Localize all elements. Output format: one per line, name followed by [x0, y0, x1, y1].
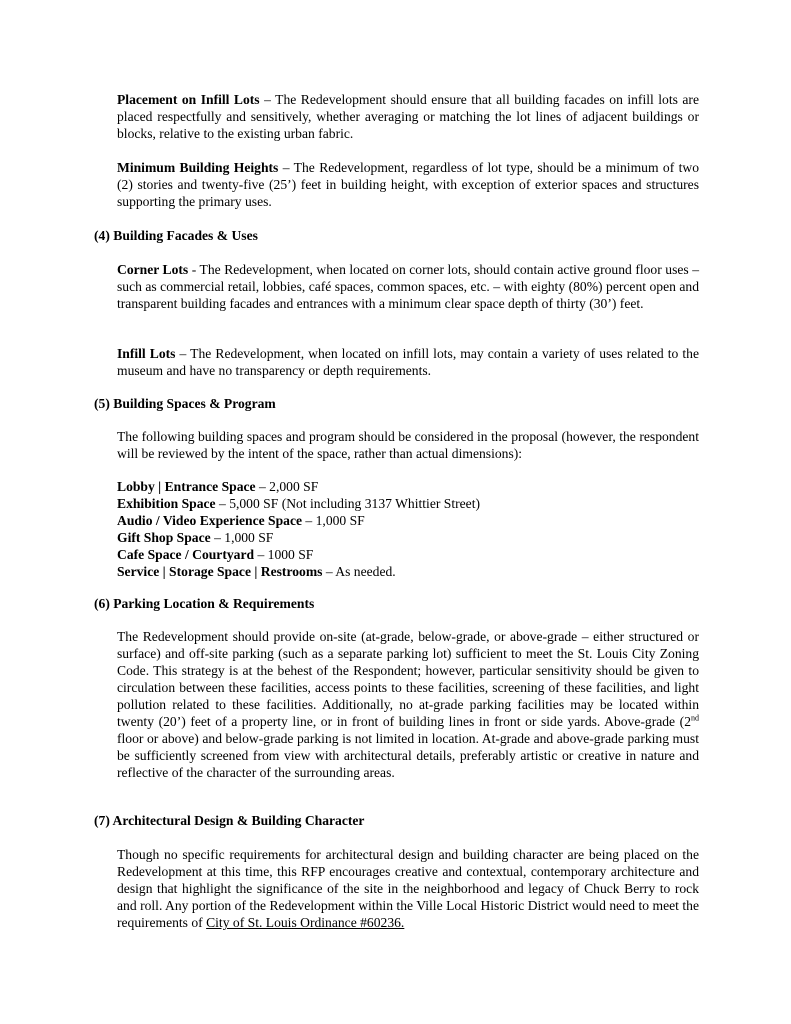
corner-lots-text: - The Redevelopment, when located on corner lots, should contain active ground floor uses – such as commercial retail, lobbies, café spaces, common spaces, etc. – with eighty (80%) percent open and transparent building facades and entrances with a minimum clear space depth of thirty (30’) feet. [117, 262, 699, 311]
program-item-term: Exhibition Space [117, 496, 216, 511]
min-heights-text: – The Redevelopment, regardless of lot type, should be a minimum of two (2) stories and twenty-five (25’) feet in building height, with exception of exterior spaces and structures supporting the primary uses. [117, 160, 700, 209]
section-4-heading: (4) Building Facades & Uses [94, 228, 258, 243]
program-item-term: Lobby | Entrance Space [117, 479, 256, 494]
architecture-paragraph [117, 846, 699, 931]
program-item-term: Cafe Space / Courtyard [117, 547, 255, 562]
ordinance-link[interactable]: City of St. Louis Ordinance #60236. [206, 915, 405, 930]
program-item-value: – 2,000 SF [255, 479, 319, 494]
corner-lots-term: Corner Lots [117, 262, 189, 277]
list-item [117, 478, 699, 495]
corner-lots-paragraph [117, 261, 699, 312]
list-item [117, 546, 699, 563]
parking-superscript: nd [691, 713, 699, 723]
list-item [117, 529, 699, 546]
program-item-value: – 1000 SF [254, 547, 314, 562]
section-7-heading: (7) Architectural Design & Building Character [94, 813, 365, 828]
min-heights-paragraph [117, 159, 699, 210]
program-item-value: – As needed. [322, 564, 396, 579]
section-6-heading: (6) Parking Location & Requirements [94, 596, 315, 611]
infill-lots-term: Infill Lots [117, 346, 176, 361]
program-item-term: Service | Storage Space | Restrooms [117, 564, 323, 579]
min-heights-term: Minimum Building Heights [117, 160, 279, 175]
parking-text-b: floor or above) and below-grade parking is not limited in location. At-grade and above-grade parking must be sufficiently screened from view with architectural details, preferably artistic or creative in nature and reflective of the character of the surrounding areas. [117, 731, 699, 780]
infill-lots-text: – The Redevelopment, when located on infill lots, may contain a variety of uses related to the museum and have no transparency or depth requirements. [117, 346, 699, 378]
section-5-heading: (5) Building Spaces & Program [94, 396, 276, 411]
program-item-term: Audio / Video Experience Space [117, 513, 303, 528]
program-item-value: – 1,000 SF [210, 530, 274, 545]
list-item [117, 512, 699, 529]
infill-placement-term: Placement on Infill Lots [117, 92, 260, 107]
parking-paragraph [117, 628, 699, 781]
program-item-value: – 5,000 SF (Not including 3137 Whittier Street) [215, 496, 481, 511]
infill-placement-paragraph [117, 91, 699, 142]
program-item-term: Gift Shop Space [117, 530, 211, 545]
program-list [117, 478, 699, 580]
infill-placement-text: – The Redevelopment should ensure that all building facades on infill lots are placed respectfully and sensitively, whether averaging or matching the lot lines of adjacent buildings or blocks, relative to the existing urban fabric. [117, 92, 699, 141]
list-item [117, 563, 699, 580]
list-item [117, 495, 699, 512]
parking-text-a: The Redevelopment should provide on-site (at-grade, below-grade, or above-grade – either structured or surface) and off-site parking (such as a separate parking lot) sufficient to meet the St. Louis City Zoning Code. This strategy is at the behest of the Respondent; however, particular sensitivity should be given to circulation between these facilities, access points to these facilities, screening of these facilities, and light pollution related to these facilities. Additionally, no at-grade parking facilities may be located within twenty (20’) feet of a property line, or in front of building lines in front or side yards. Above-grade (2 [117, 629, 699, 729]
program-item-value: – 1,000 SF [302, 513, 365, 528]
infill-lots-paragraph [117, 345, 699, 379]
program-intro-paragraph: The following building spaces and program should be considered in the proposal (however, the respondent will be reviewed by the intent of the space, rather than actual dimensions): [117, 429, 699, 461]
architecture-text: Though no specific requirements for architectural design and building character are being placed on the Redevelopment at this time, this RFP encourages creative and contextual, contemporary architecture and design that highlight the significance of the site in the neighborhood and legacy of Chuck Berry to rock and roll. Any portion of the Redevelopment within the Ville Local Historic District would need to meet the requirements of [117, 847, 699, 930]
